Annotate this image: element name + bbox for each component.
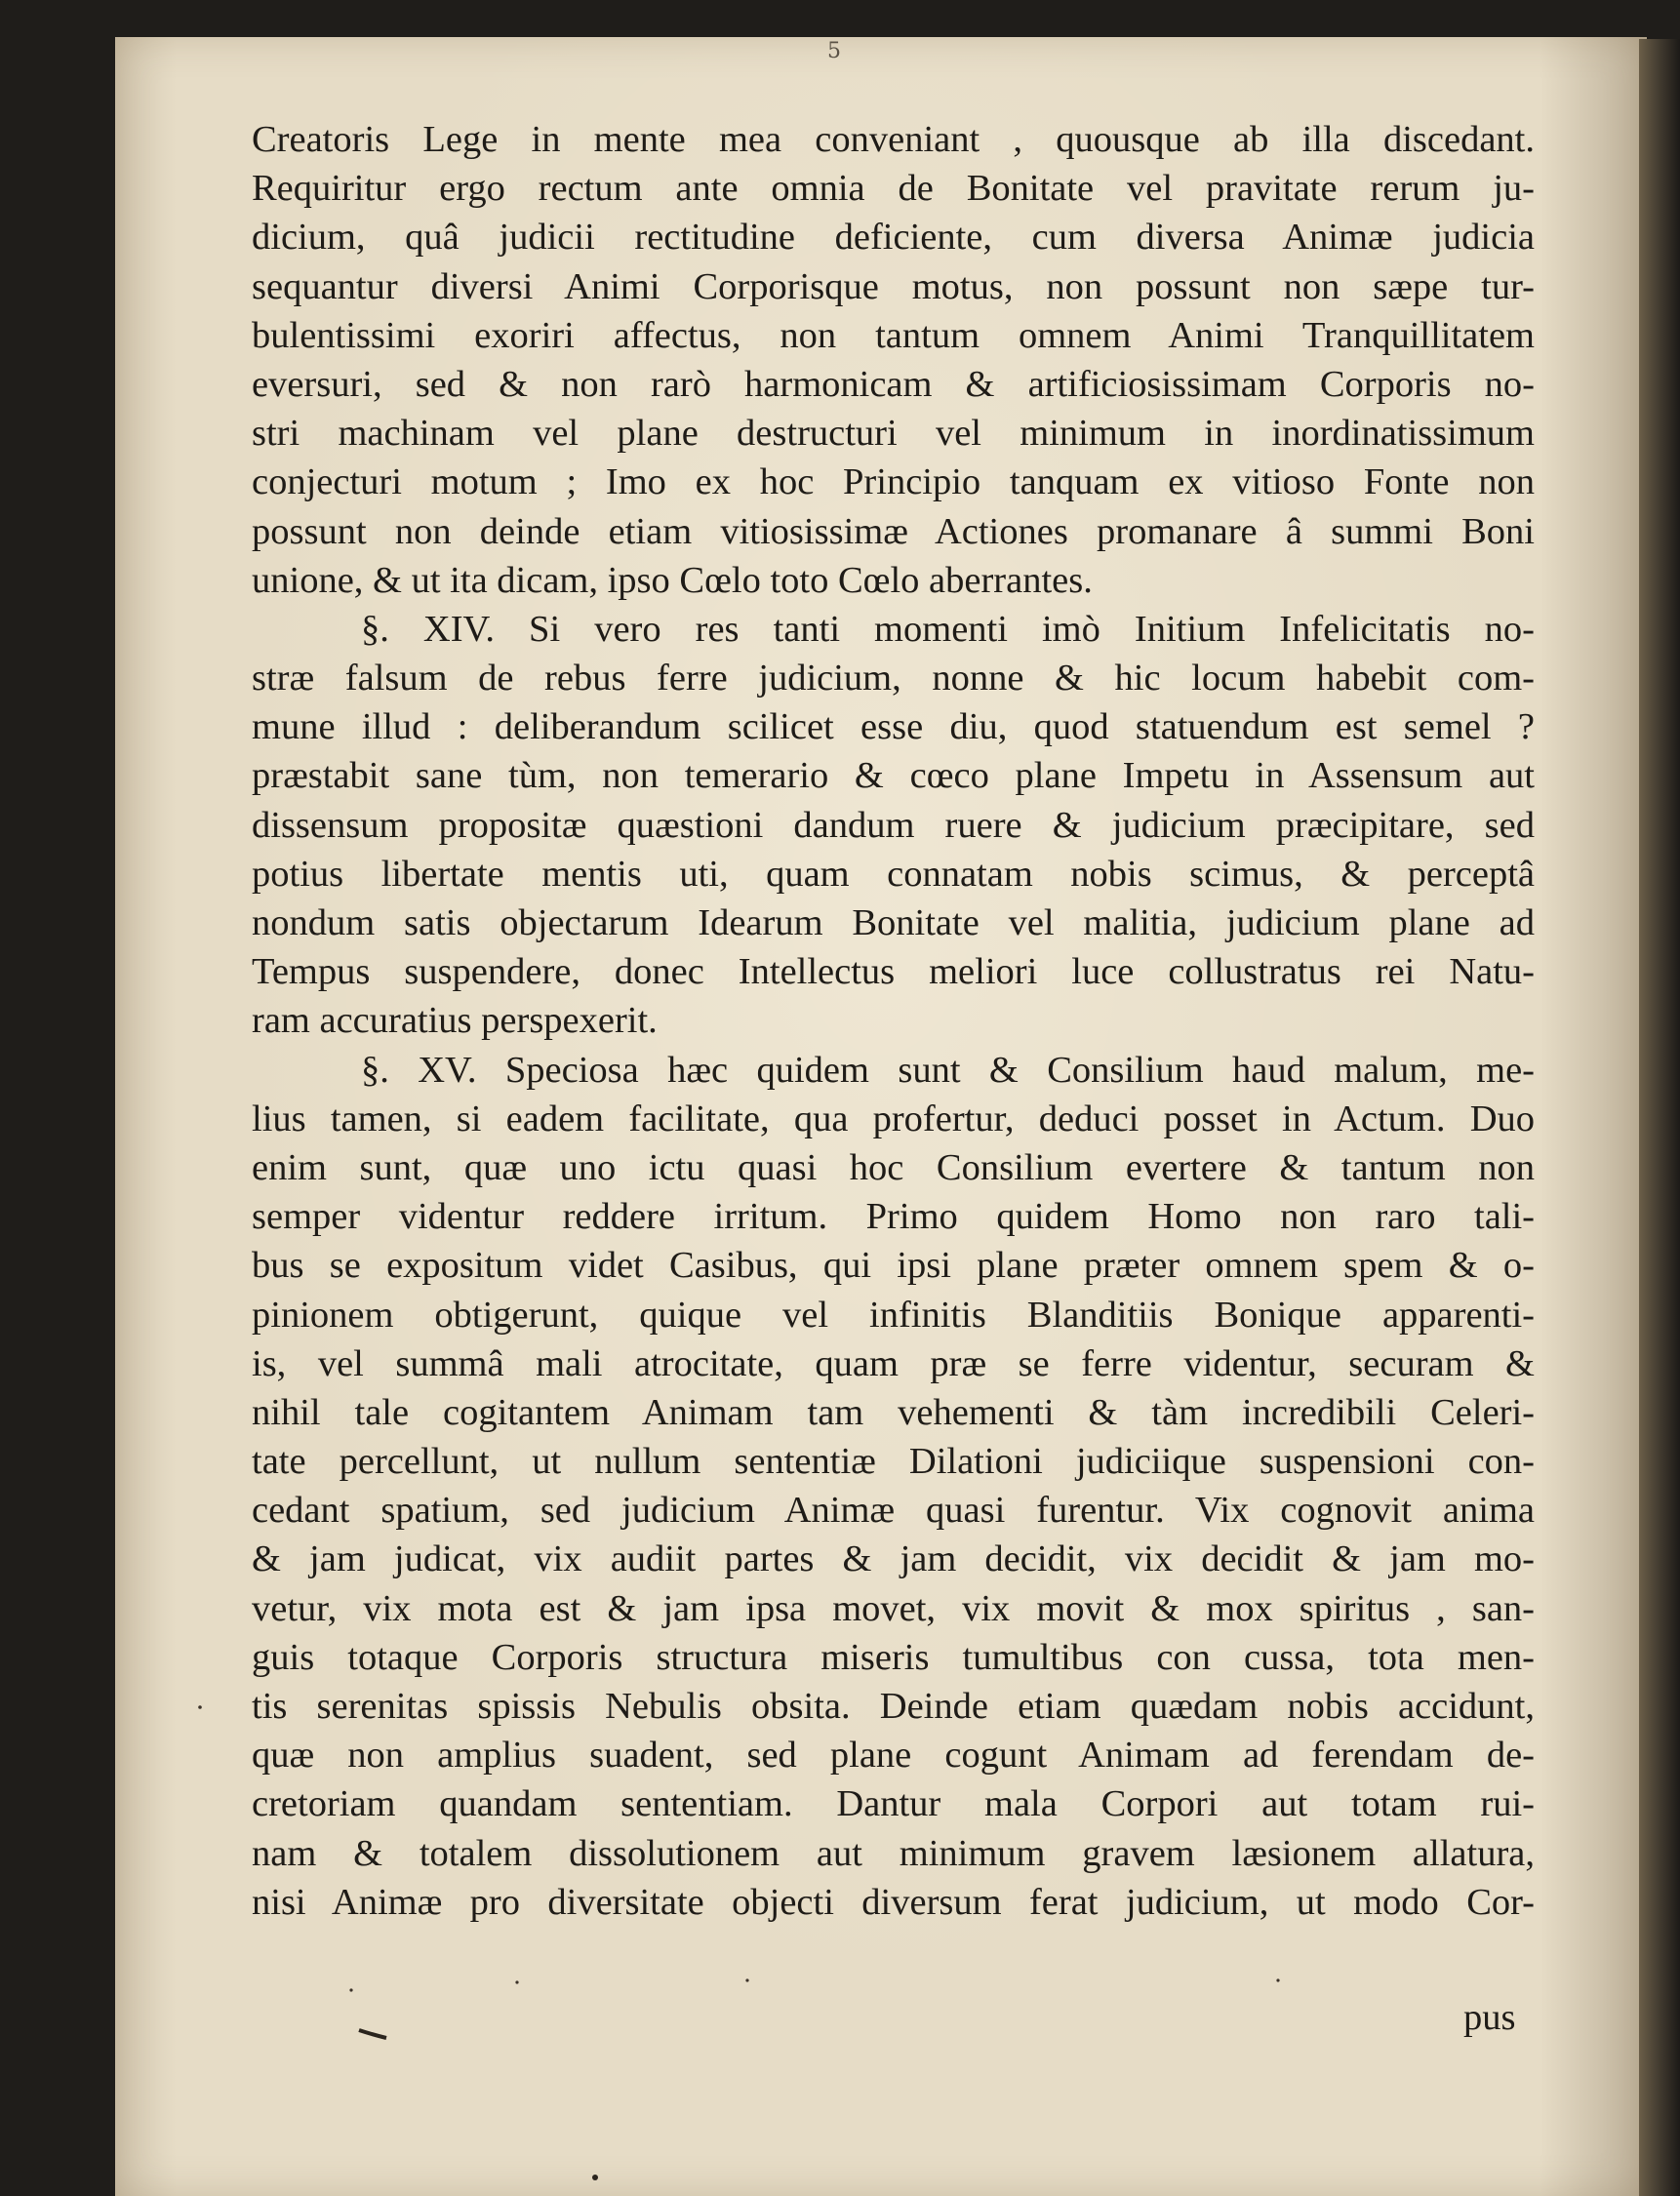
text-line: vetur, vix mota est & jam ipsa movet, vix movit & mox spiritus , san- [252, 1587, 1535, 1629]
text-line: cretoriam quandam sententiam. Dantur mala Corpori aut totam rui- [252, 1783, 1535, 1825]
text-line: & jam judicat, vix audiit partes & jam decidit, vix decidit & jam mo- [252, 1538, 1535, 1580]
text-line: quæ non amplius suadent, sed plane cogunt Animam ad ferendam de- [252, 1735, 1535, 1777]
text-line: sequantur diversi Animi Corporisque motus, non possunt non sæpe tur- [252, 265, 1535, 307]
text-line: possunt non deinde etiam vitiosissimæ Actiones promanare â summi Boni [252, 510, 1535, 552]
text-line: tate percellunt, ut nullum sententiæ Dilationi judiciique suspensioni con- [252, 1441, 1535, 1483]
text-line: bus se expositum videt Casibus, qui ipsi plane præter omnem spem & o- [252, 1245, 1535, 1287]
text-line: præstabit sane tùm, non temerario & cœco plane Impetu in Assensum aut [252, 755, 1535, 797]
text-line: bulentissimi exoriri affectus, non tantum omnem Animi Tranquillitatem [252, 314, 1535, 356]
text-line: tis serenitas spissis Nebulis obsita. Deinde etiam quædam nobis accidunt, [252, 1686, 1535, 1727]
text-line: is, vel summâ mali atrocitate, quam præ se ferre videntur, securam & [252, 1342, 1535, 1384]
text-line: dicium, quâ judicii rectitudine deficiente, cum diversa Animæ judicia [252, 217, 1535, 259]
text-line: conjecturi motum ; Imo ex hoc Principio tanquam ex vitioso Fonte non [252, 461, 1535, 503]
text-line: nam & totalem dissolutionem aut minimum gravem læsionem allatura, [252, 1832, 1535, 1874]
text-line: potius libertate mentis uti, quam connatam nobis scimus, & perceptâ [252, 853, 1535, 895]
text-line: dissensum propositæ quæstioni dandum ruere & judicium præcipitare, sed [252, 804, 1535, 846]
section-heading-line: §. XV. Speciosa hæc quidem sunt & Consilium haud malum, me- [361, 1049, 1535, 1091]
text-line: nisi Animæ pro diversitate objecti diversum ferat judicium, ut modo Cor- [252, 1881, 1535, 1923]
text-line: mune illud : deliberandum scilicet esse diu, quod statuendum est semel ? [252, 706, 1535, 748]
text-line: pinionem obtigerunt, quique vel infinitis Blanditiis Bonique apparenti- [252, 1294, 1535, 1336]
text-line: unione, & ut ita dicam, ipso Cœlo toto Cœlo aberrantes. [252, 559, 1093, 601]
text-line: enim sunt, quæ uno ictu quasi hoc Consilium evertere & tantum non [252, 1146, 1535, 1188]
text-line: Creatoris Lege in mente mea conveniant , quousque ab illa discedant. [252, 119, 1535, 160]
text-line: nihil tale cogitantem Animam tam vehementi & tàm incredibili Celeri- [252, 1391, 1535, 1433]
text-line: eversuri, sed & non rarò harmonicam & artificiosissimam Corporis no- [252, 363, 1535, 405]
text-line: semper videntur reddere irritum. Primo quidem Homo non raro tali- [252, 1196, 1535, 1238]
text-line: nondum satis objectarum Idearum Bonitate vel malitia, judicium plane ad [252, 902, 1535, 943]
catchword: pus [1463, 1997, 1516, 2038]
page-edge [1639, 39, 1680, 2196]
text-line: Requiritur ergo rectum ante omnia de Bonitate vel pravitate rerum ju- [252, 168, 1535, 210]
text-line: ram accuratius perspexerit. [252, 1000, 658, 1042]
text-line: guis totaque Corporis structura miseris tumultibus con cussa, tota men- [252, 1636, 1535, 1678]
body-text [252, 115, 1535, 1927]
text-line: stræ falsum de rebus ferre judicium, nonne & hic locum habebit com- [252, 658, 1535, 699]
section-heading-line: §. XIV. Si vero res tanti momenti imò Initium Infelicitatis no- [361, 608, 1535, 650]
text-line: lius tamen, si eadem facilitate, qua profertur, deduci posset in Actum. Duo [252, 1098, 1535, 1139]
top-mark: 5 [827, 39, 841, 63]
text-line: stri machinam vel plane destructuri vel minimum in inordinatissimum [252, 413, 1535, 455]
text-line: cedant spatium, sed judicium Animæ quasi furentur. Vix cognovit anima [252, 1490, 1535, 1532]
text-line: Tempus suspendere, donec Intellectus meliori luce collustratus rei Natu- [252, 951, 1535, 993]
